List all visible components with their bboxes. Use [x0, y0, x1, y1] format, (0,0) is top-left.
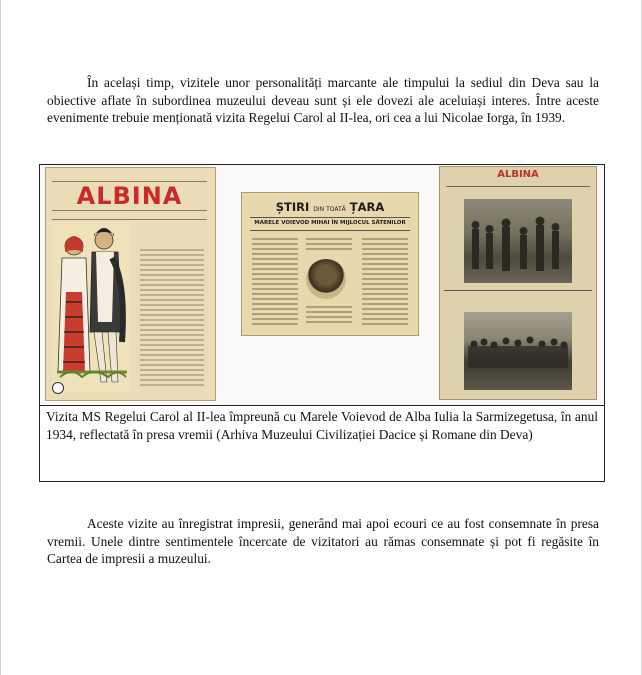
crowd-figures-top	[464, 199, 572, 283]
headline-rule	[250, 217, 410, 218]
masthead-topline	[52, 173, 207, 182]
masthead-tagline	[446, 180, 590, 187]
subheadline-rule	[250, 230, 410, 231]
figure-caption: Vizita MS Regelui Carol al II-lea împreună cu Marele Voievod de Alba Iulia la Sarmizegetusa, în anul 1934, reflectată în presa vremii (Arhiva Muzeului Civilizației Dacice și Romane din Deva)	[46, 409, 598, 442]
folk-couple-illustration	[52, 222, 130, 392]
masthead-subline	[52, 210, 207, 220]
newspaper-headline	[252, 200, 408, 214]
intro-paragraph: În același timp, vizitele unor personalități marcante ale timpului la sediul din Deva sau la obiective aflate în subordinea muzeului deveau sunt și ele dovezi ale aceluiași interes. Între aceste evenimente trebuie menționată vizita Regelui Carol al II-lea, ori cea a lui Nicolae Iorga, în 1939.	[47, 75, 599, 125]
newspaper-column-center	[306, 235, 352, 255]
newspaper-masthead-small: ALBINA	[497, 169, 539, 180]
closing-paragraph: Aceste vizite au înregistrat impresii, generând mai apoi ecouri ce au fost consemnate în presa vremii. Unele dintre sentimentele încercate de vizitatori au rămas consemnate și pot fi regăsite în Cartea de impresii a muzeului.	[47, 516, 599, 566]
newspaper-column-center-bottom	[306, 303, 352, 329]
photo-divider	[444, 290, 592, 291]
newspaper-column-left	[252, 235, 298, 327]
newspaper-subheadline: MARELE VOIEVOD MIHAI ÎN MIJLOCUL SĂTENILOR	[254, 220, 406, 226]
crowd-photo-bottom	[464, 312, 572, 390]
folk-couple-drawing	[52, 222, 130, 392]
newspaper-albina-photos	[439, 166, 597, 400]
page-left-edge	[0, 0, 1, 675]
headline-suffix: ȚARA	[349, 200, 385, 214]
headline-prefix: ȘTIRI	[275, 200, 310, 214]
newspaper-images	[40, 165, 604, 406]
headline-middle: DIN TOATĂ	[313, 206, 346, 213]
newspaper-column	[136, 222, 208, 392]
column-title	[136, 240, 208, 246]
portrait-photo	[306, 259, 346, 299]
crowd-photo-top	[464, 199, 572, 283]
photo-heading-bottom	[446, 302, 590, 308]
figure-box	[39, 164, 605, 482]
emblem-circle	[52, 382, 64, 394]
newspaper-masthead: ALBINA	[76, 182, 183, 210]
newspaper-stiri-din-toata-tara	[241, 192, 419, 336]
crowd-figures-bottom	[464, 312, 572, 390]
newspaper-albina-cover	[45, 167, 216, 401]
newspaper-column-right	[362, 235, 408, 327]
photo-heading-top	[446, 189, 590, 195]
